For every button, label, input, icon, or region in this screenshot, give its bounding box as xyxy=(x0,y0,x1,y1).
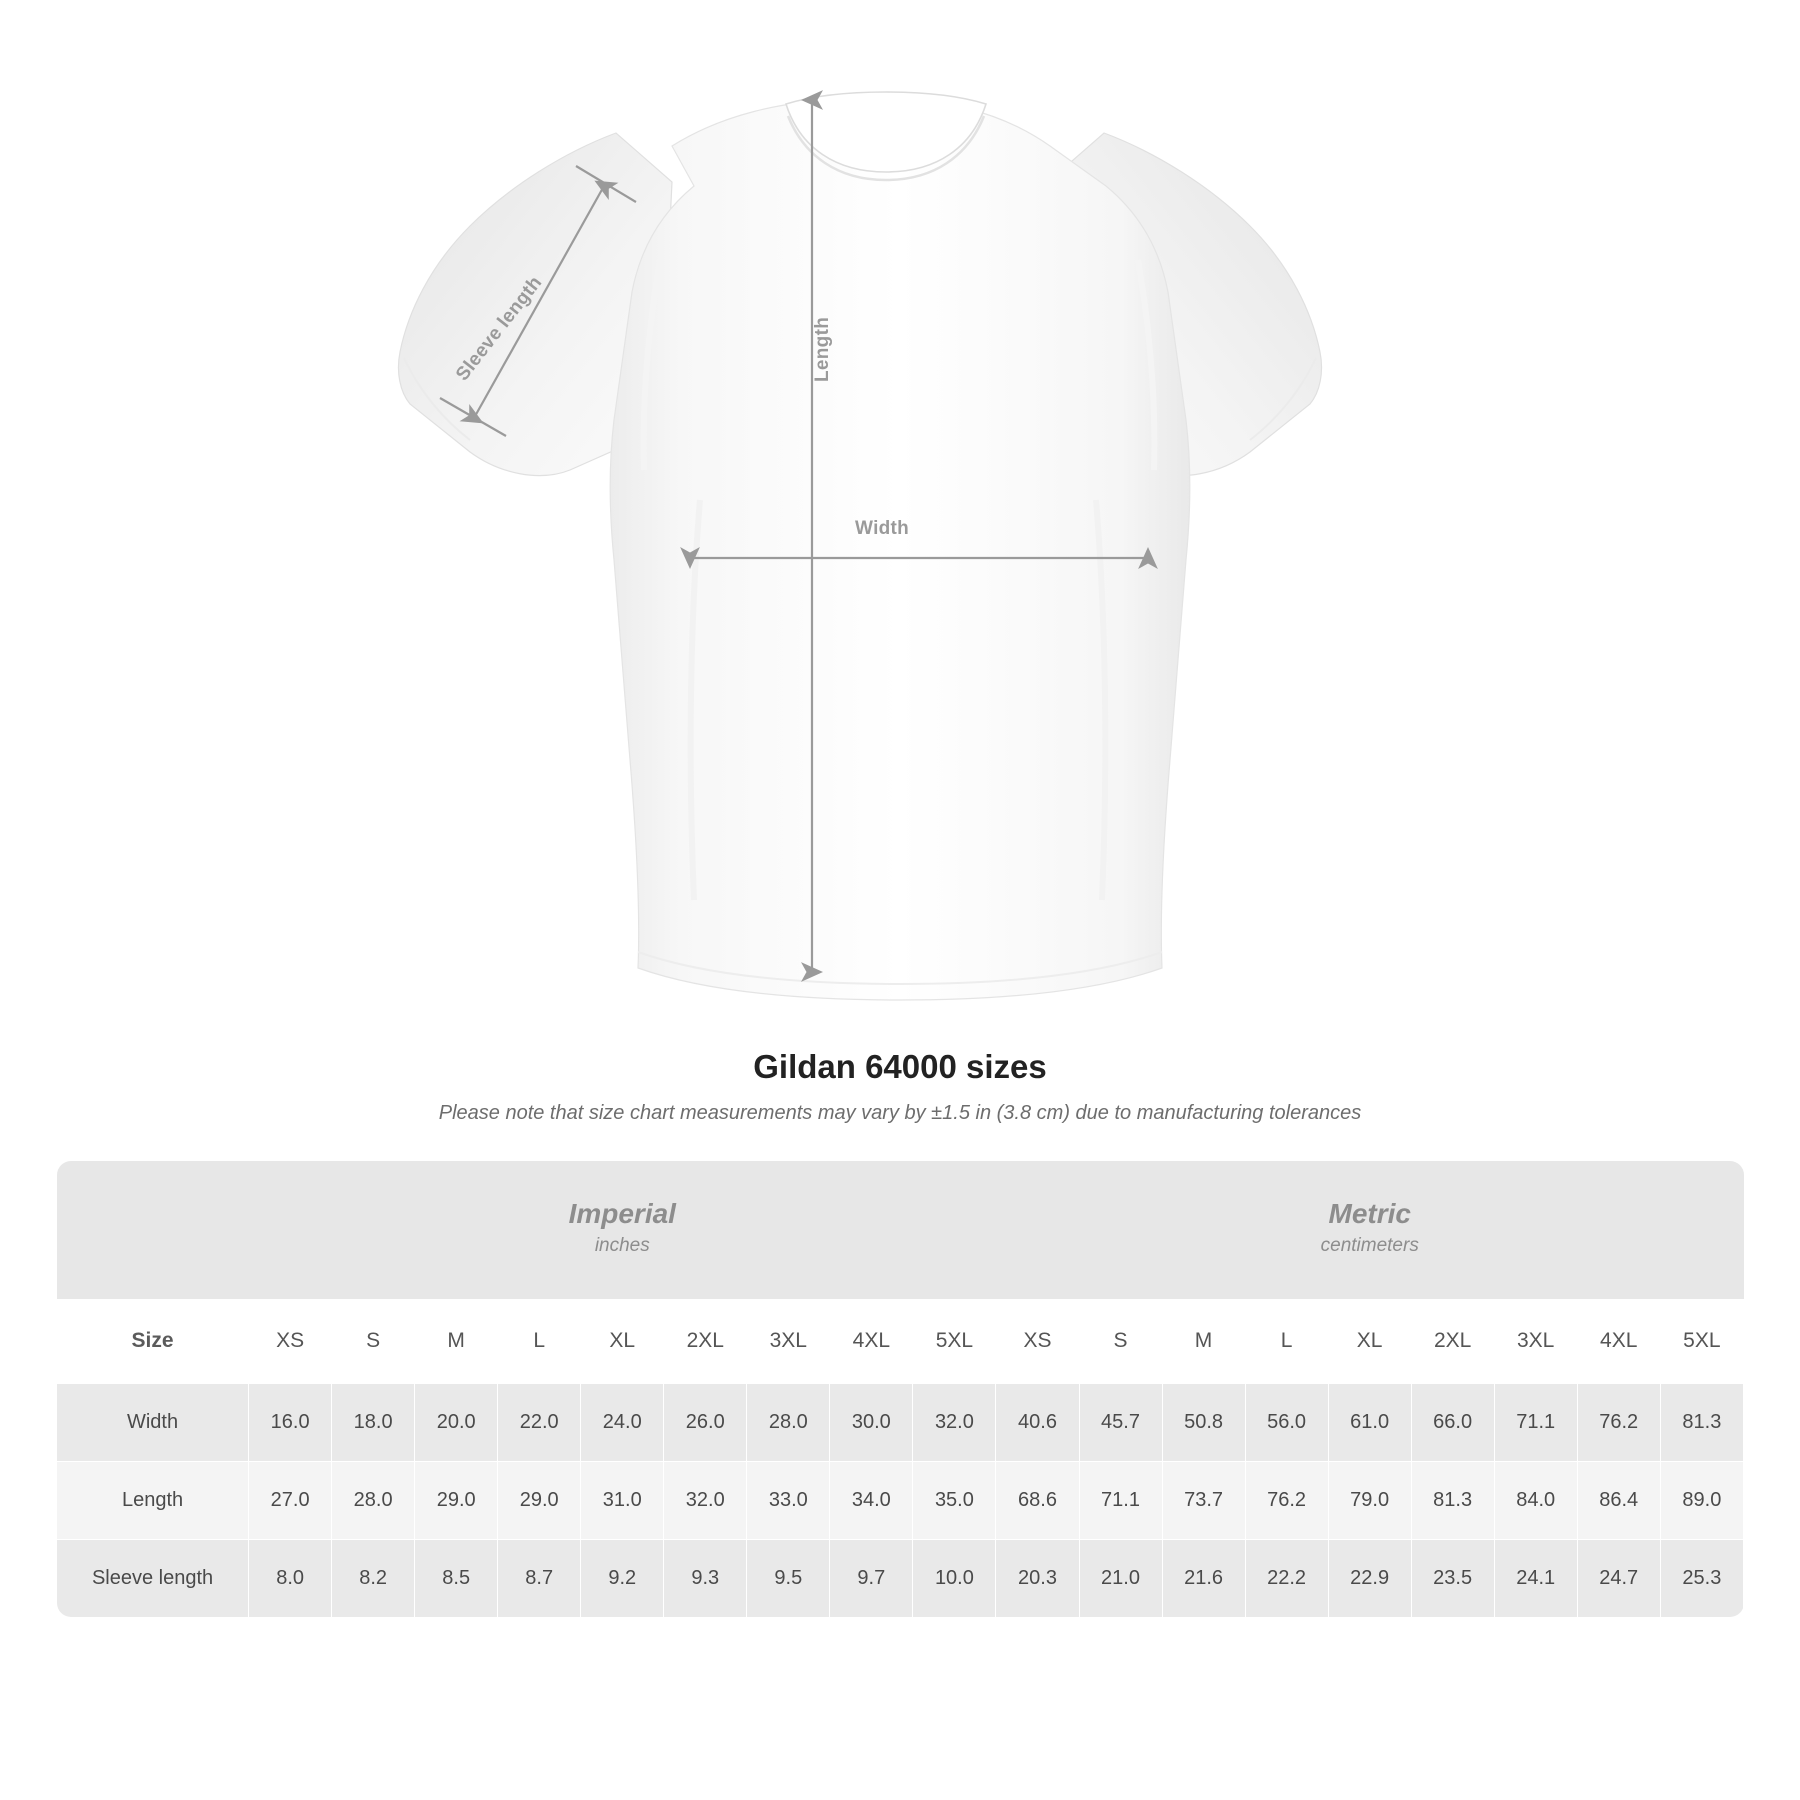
table-cell: 81.3 xyxy=(1660,1383,1743,1461)
table-cell: 50.8 xyxy=(1162,1383,1245,1461)
page-title: Gildan 64000 sizes xyxy=(753,1048,1047,1085)
size-header-cell: M xyxy=(415,1299,498,1383)
table-cell: 16.0 xyxy=(249,1383,332,1461)
size-header-cell: XS xyxy=(996,1299,1079,1383)
table-cell: 25.3 xyxy=(1660,1539,1743,1617)
table-cell: 21.6 xyxy=(1162,1539,1245,1617)
metric-unit-name: Metric xyxy=(1328,1198,1411,1230)
size-table-wrapper xyxy=(56,1161,1744,1618)
table-cell: 24.0 xyxy=(581,1383,664,1461)
table-cell: 29.0 xyxy=(415,1461,498,1539)
metric-unit-header xyxy=(996,1161,1744,1299)
table-cell: 22.0 xyxy=(498,1383,581,1461)
table-cell: 45.7 xyxy=(1079,1383,1162,1461)
imperial-unit-header xyxy=(249,1161,996,1299)
table-cell: 76.2 xyxy=(1577,1383,1660,1461)
table-cell: 28.0 xyxy=(747,1383,830,1461)
table-cell: 27.0 xyxy=(249,1461,332,1539)
table-row xyxy=(57,1383,1744,1461)
size-table xyxy=(56,1161,1744,1618)
size-header-cell: 4XL xyxy=(1577,1299,1660,1383)
imperial-unit-sub: inches xyxy=(594,1234,650,1256)
row-label-width: Width xyxy=(57,1383,249,1461)
table-cell: 40.6 xyxy=(996,1383,1079,1461)
units-header-row xyxy=(57,1161,1744,1299)
table-cell: 73.7 xyxy=(1162,1461,1245,1539)
size-header-cell: XL xyxy=(581,1299,664,1383)
size-header-cell: 3XL xyxy=(747,1299,830,1383)
size-header-cell: 4XL xyxy=(830,1299,913,1383)
table-cell: 22.9 xyxy=(1328,1539,1411,1617)
table-cell: 84.0 xyxy=(1494,1461,1577,1539)
table-cell: 22.2 xyxy=(1245,1539,1328,1617)
table-cell: 8.5 xyxy=(415,1539,498,1617)
title-block xyxy=(0,1048,1800,1125)
table-cell: 79.0 xyxy=(1328,1461,1411,1539)
table-cell: 71.1 xyxy=(1494,1383,1577,1461)
table-cell: 89.0 xyxy=(1660,1461,1743,1539)
table-cell: 9.3 xyxy=(664,1539,747,1617)
table-cell: 9.7 xyxy=(830,1539,913,1617)
sleeve-length-dimension-label: Sleeve length xyxy=(452,272,547,385)
table-cell: 32.0 xyxy=(913,1383,996,1461)
table-cell: 24.1 xyxy=(1494,1539,1577,1617)
size-header-cell: 3XL xyxy=(1494,1299,1577,1383)
size-header-cell: XS xyxy=(249,1299,332,1383)
table-cell: 81.3 xyxy=(1411,1461,1494,1539)
table-cell: 61.0 xyxy=(1328,1383,1411,1461)
size-header-cell: S xyxy=(332,1299,415,1383)
size-header-cell: 5XL xyxy=(1660,1299,1743,1383)
row-label-length: Length xyxy=(57,1461,249,1539)
table-cell: 32.0 xyxy=(664,1461,747,1539)
table-cell: 28.0 xyxy=(332,1461,415,1539)
table-cell: 23.5 xyxy=(1411,1539,1494,1617)
table-cell: 33.0 xyxy=(747,1461,830,1539)
table-cell: 68.6 xyxy=(996,1461,1079,1539)
table-cell: 20.0 xyxy=(415,1383,498,1461)
table-cell: 31.0 xyxy=(581,1461,664,1539)
table-cell: 34.0 xyxy=(830,1461,913,1539)
size-header-cell: S xyxy=(1079,1299,1162,1383)
row-label-sleeve-length: Sleeve length xyxy=(57,1539,249,1617)
table-cell: 71.1 xyxy=(1079,1461,1162,1539)
size-header-cell: L xyxy=(1245,1299,1328,1383)
table-cell: 20.3 xyxy=(996,1539,1079,1617)
width-dimension-label: Width xyxy=(855,518,910,539)
size-header-cell: 5XL xyxy=(913,1299,996,1383)
table-cell: 10.0 xyxy=(913,1539,996,1617)
table-cell: 30.0 xyxy=(830,1383,913,1461)
size-header-cell: L xyxy=(498,1299,581,1383)
table-cell: 56.0 xyxy=(1245,1383,1328,1461)
table-cell: 86.4 xyxy=(1577,1461,1660,1539)
table-cell: 8.2 xyxy=(332,1539,415,1617)
length-dimension-label: Length xyxy=(812,316,833,382)
units-corner-cell xyxy=(57,1161,249,1299)
table-row xyxy=(57,1539,1744,1617)
table-cell: 9.2 xyxy=(581,1539,664,1617)
table-cell: 21.0 xyxy=(1079,1539,1162,1617)
table-row xyxy=(57,1461,1744,1539)
table-cell: 18.0 xyxy=(332,1383,415,1461)
table-cell: 9.5 xyxy=(747,1539,830,1617)
table-cell: 26.0 xyxy=(664,1383,747,1461)
imperial-unit-name: Imperial xyxy=(568,1198,676,1230)
tolerance-note: Please note that size chart measurements may vary by ±1.5 in (3.8 cm) due to manufacturing tolerances xyxy=(438,1102,1362,1124)
table-cell: 76.2 xyxy=(1245,1461,1328,1539)
size-header-label: Size xyxy=(57,1299,249,1383)
table-cell: 8.7 xyxy=(498,1539,581,1617)
size-header-cell: 2XL xyxy=(1411,1299,1494,1383)
size-header-cell: XL xyxy=(1328,1299,1411,1383)
size-header-cell: 2XL xyxy=(664,1299,747,1383)
size-header-cell: M xyxy=(1162,1299,1245,1383)
table-cell: 66.0 xyxy=(1411,1383,1494,1461)
size-header-row xyxy=(57,1299,1744,1383)
table-cell: 8.0 xyxy=(249,1539,332,1617)
metric-unit-sub: centimeters xyxy=(1320,1234,1419,1256)
table-cell: 29.0 xyxy=(498,1461,581,1539)
table-cell: 24.7 xyxy=(1577,1539,1660,1617)
table-cell: 35.0 xyxy=(913,1461,996,1539)
